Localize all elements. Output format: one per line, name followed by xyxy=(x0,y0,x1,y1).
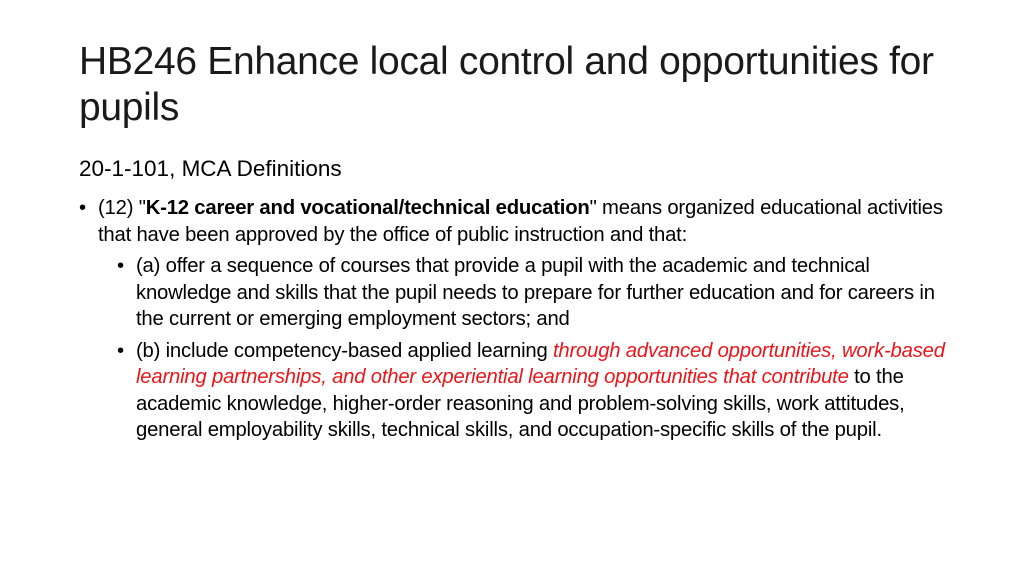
section-heading: 20-1-101, MCA Definitions xyxy=(79,156,342,181)
sub-point-a xyxy=(117,253,959,333)
bill-title: Enhance local control and opportunities for pupils xyxy=(79,40,934,129)
bullet-marker: • xyxy=(117,255,124,277)
sub-point-b-after: to the academic knowledge, higher-order reasoning and problem-solving skills, work attitudes, general employability skills, technical skills, and occupation-specific skills of the pupil. xyxy=(136,366,905,441)
slide-title xyxy=(79,39,979,131)
sub-point-b-amendment: through advanced opportunities, work-based learning partnerships, and other experiential learning opportunities that contribute xyxy=(136,339,945,388)
definition-bullet xyxy=(79,195,959,248)
defined-term: K-12 career and vocational/technical education xyxy=(145,197,590,219)
definition-prefix: (12) " xyxy=(98,197,146,219)
definition-suffix: " means organized educational activities that have been approved by the office of public instruction and that: xyxy=(98,197,943,246)
bill-number: HB246 xyxy=(79,40,197,83)
bullet-marker: • xyxy=(79,197,86,219)
sub-point-b xyxy=(117,338,959,444)
sub-point-a-text: (a) offer a sequence of courses that provide a pupil with the academic and technical knowledge and skills that the pupil needs to prepare for further education and for careers in the current or emerging employment sectors; and xyxy=(136,255,935,330)
definition-body xyxy=(79,195,959,444)
bullet-marker: • xyxy=(117,339,124,362)
sub-point-b-before: (b) include competency-based applied learning xyxy=(136,339,553,362)
